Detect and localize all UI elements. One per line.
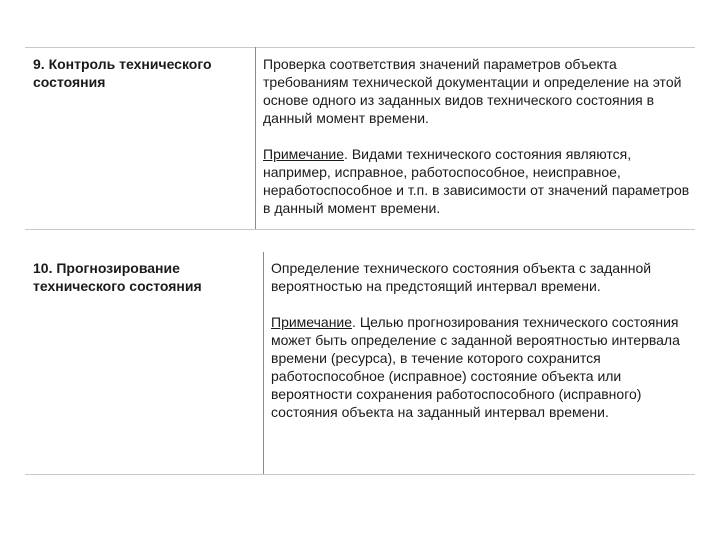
term-number: 9.: [33, 56, 45, 72]
note-label: Примечание: [263, 146, 345, 162]
definition-note: [271, 313, 686, 421]
column-divider-1: [255, 47, 256, 229]
note-text: . Видами технического состояния являются, например, исправное, работоспособное, неисправное, неработоспособное и т.п. в зависимости от значений параметров в данный момент времени.: [263, 146, 690, 216]
column-divider-2: [263, 252, 264, 474]
definition-text: Проверка соответствия значений параметров объекта требованиям технической документации и определение на этой основе одного из заданных видов технического состояния в данный момент времени.: [263, 56, 682, 126]
note-text: . Целью прогнозирования технического состояния может быть определение с заданной вероятностью интервала времени (ресурса), в течение которого сохранится работоспособное (исправное) состояние объекта или вероятности сохранения работоспособного (исправного) состояния объекта на заданный интервал времени.: [271, 314, 680, 420]
term-9: [33, 55, 247, 91]
definition-9: [263, 55, 693, 217]
term-10: [33, 259, 257, 295]
definition-text: Определение технического состояния объекта с заданной вероятностью на предстоящий интервал времени.: [271, 260, 652, 294]
row-separator-rule: [25, 229, 695, 230]
term-number: 10.: [33, 260, 53, 276]
term-title: Контроль технического состояния: [33, 56, 212, 90]
definition-note: [263, 145, 693, 217]
top-rule: [25, 47, 695, 48]
note-label: Примечание: [271, 314, 353, 330]
bottom-rule: [25, 474, 695, 475]
term-title: Прогнозирование технического состояния: [33, 260, 202, 294]
definition-10: [271, 259, 686, 421]
